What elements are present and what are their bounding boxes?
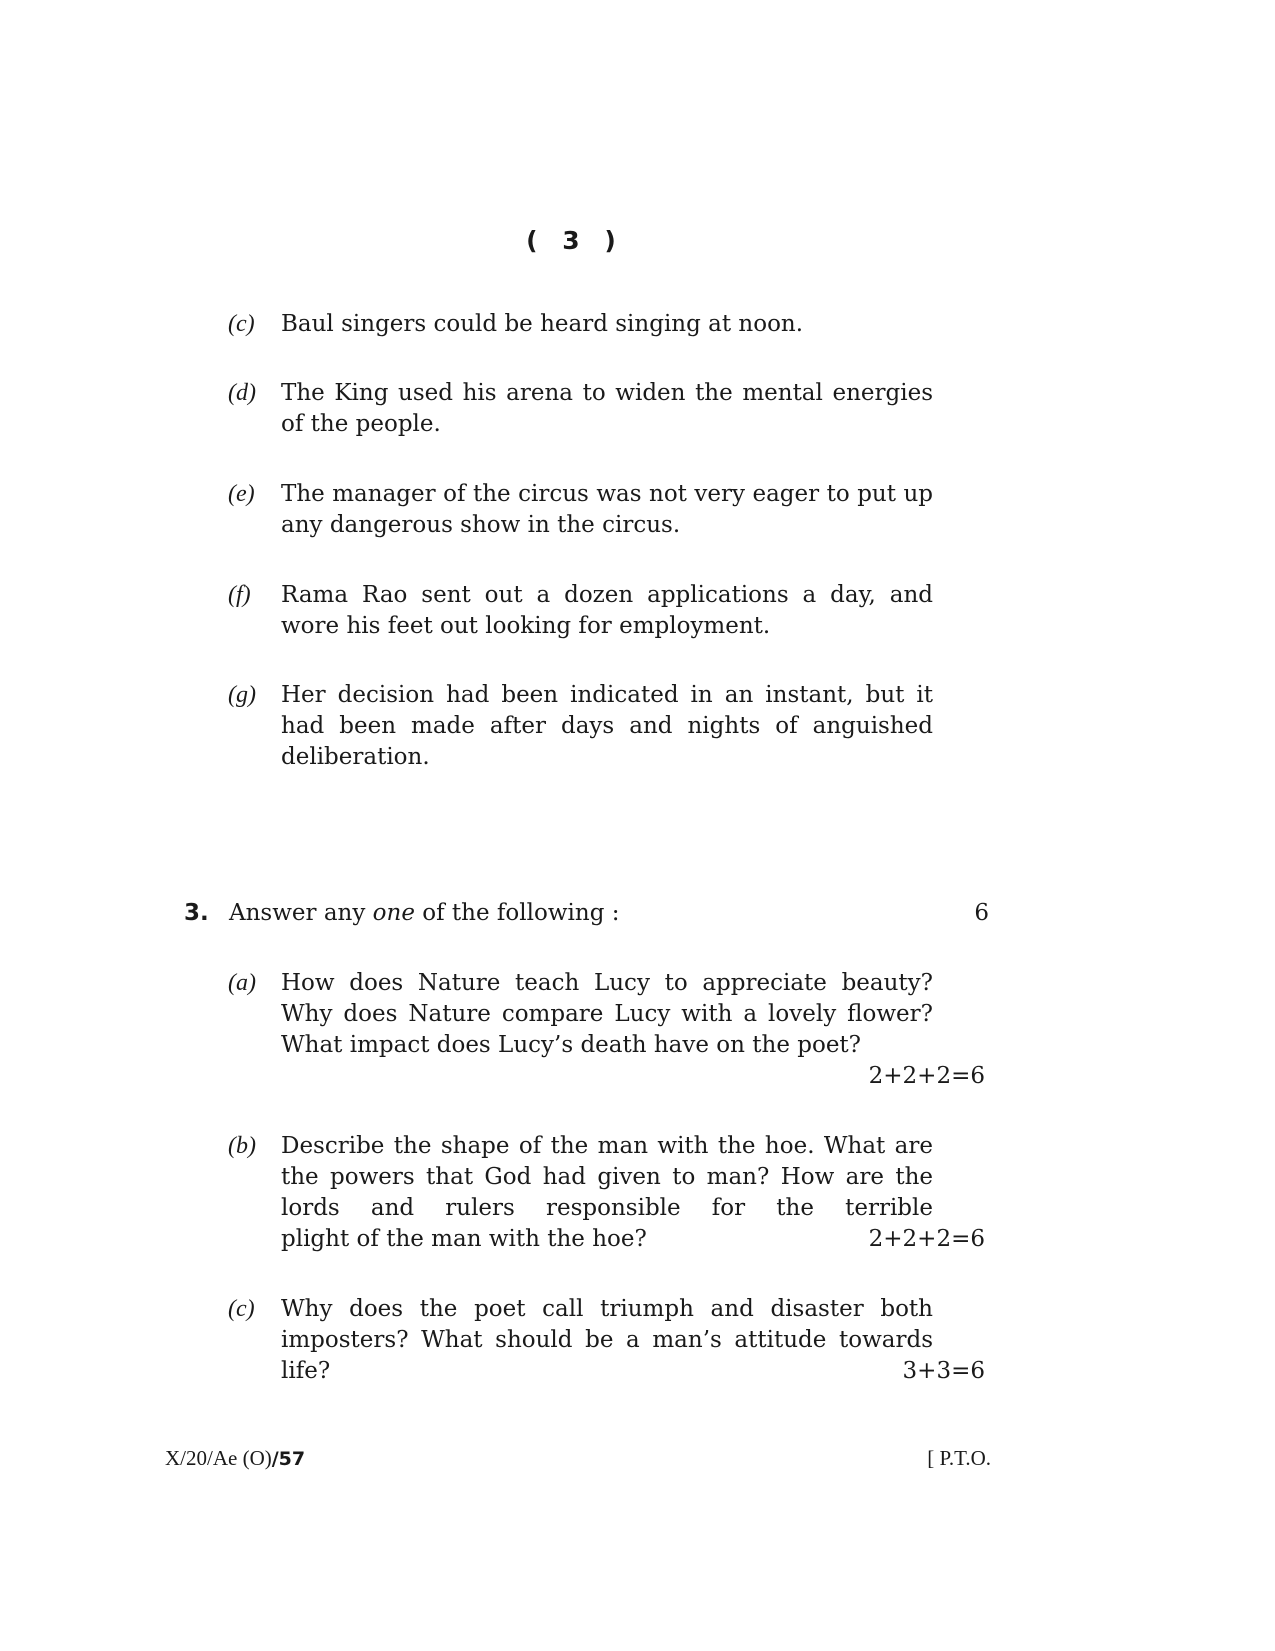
option-marks: 3+3=6 bbox=[902, 1358, 985, 1384]
question-text: Answer any one of the following : bbox=[229, 900, 620, 926]
pto-label: [ P.T.O. bbox=[927, 1446, 991, 1470]
option-letter: (a) bbox=[228, 970, 256, 996]
option-last-line bbox=[281, 1224, 985, 1255]
list-item bbox=[228, 968, 985, 1092]
item-text: Rama Rao sent out a dozen applications a day, and wore his feet out looking for employment. bbox=[281, 582, 933, 639]
list-item bbox=[228, 1294, 985, 1387]
list-item bbox=[228, 309, 933, 340]
page-number: ( 3 ) bbox=[526, 226, 624, 255]
item-text: The manager of the circus was not very eager to put up any dangerous show in the circus. bbox=[281, 481, 933, 538]
item-letter: (c) bbox=[228, 311, 255, 337]
paper-code: X/20/Ae (O)/57 bbox=[165, 1446, 306, 1470]
option-text: Why does the poet call triumph and disaster both imposters? What should be a man’s attitude towards bbox=[281, 1296, 933, 1353]
item-text: The King used his arena to widen the mental energies of the people. bbox=[281, 380, 933, 437]
list-item bbox=[228, 680, 933, 773]
item-text: Her decision had been indicated in an instant, but it had been made after days and nights of anguished deliberation. bbox=[281, 682, 933, 770]
question-number: 3. bbox=[184, 900, 209, 926]
list-item bbox=[228, 378, 933, 440]
list-item bbox=[228, 479, 933, 541]
option-letter: (c) bbox=[228, 1296, 255, 1322]
item-letter: (g) bbox=[228, 682, 256, 708]
list-item bbox=[228, 1131, 985, 1255]
option-text-end: life? bbox=[281, 1358, 331, 1384]
item-letter: (e) bbox=[228, 481, 255, 507]
question-marks: 6 bbox=[974, 900, 989, 926]
option-marks: 2+2+2=6 bbox=[868, 1226, 985, 1252]
option-marks: 2+2+2=6 bbox=[868, 1063, 985, 1089]
option-text: How does Nature teach Lucy to appreciate beauty? Why does Nature compare Lucy with a lovely flower? What impact does Lucy’s death have on the poet? bbox=[281, 970, 933, 1058]
option-letter: (b) bbox=[228, 1133, 256, 1159]
item-letter: (f) bbox=[228, 582, 251, 608]
item-letter: (d) bbox=[228, 380, 256, 406]
item-text: Baul singers could be heard singing at noon. bbox=[281, 311, 804, 337]
question-emphasis: one bbox=[372, 900, 415, 926]
list-item bbox=[228, 580, 933, 642]
option-text: Describe the shape of the man with the hoe. What are the powers that God had given to man? How are the lords and rulers responsible for the terrible bbox=[281, 1133, 933, 1221]
option-text-end: plight of the man with the hoe? bbox=[281, 1226, 647, 1252]
question-3 bbox=[184, 898, 989, 929]
option-last-line bbox=[281, 1356, 985, 1387]
